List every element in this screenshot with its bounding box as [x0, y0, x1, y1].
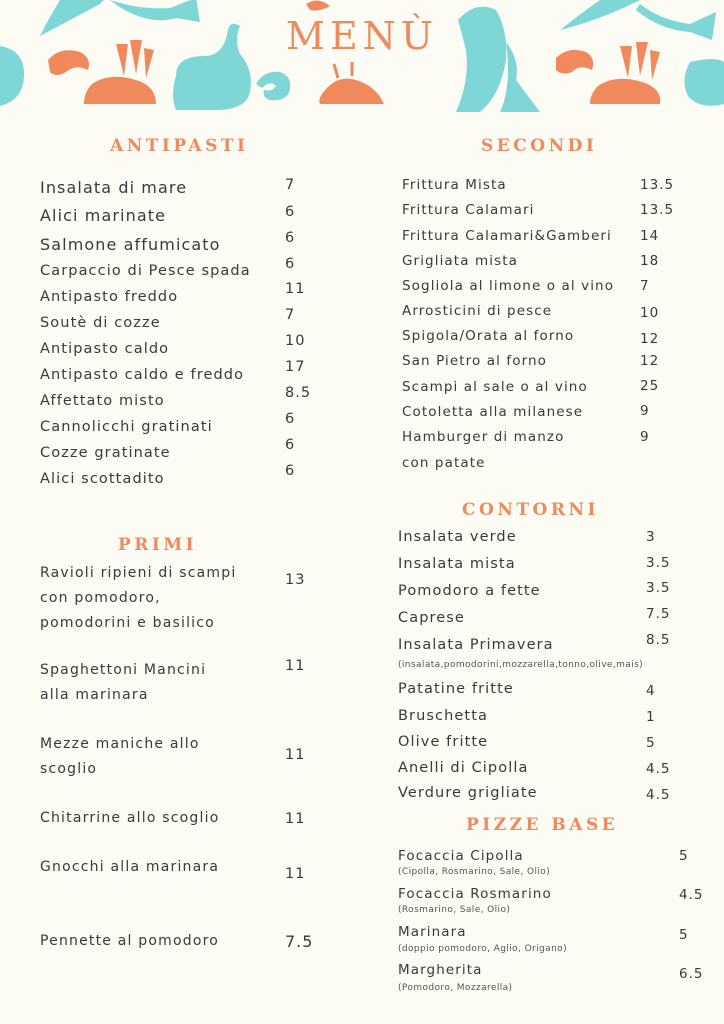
secondi-item: Grigliata mista — [402, 253, 518, 269]
contorni-item: Insalata mista — [398, 556, 516, 572]
pizza-price: 6.5 — [679, 966, 704, 982]
pizza-note: (Cipolla, Rosmarino, Sale, Olio) — [398, 867, 551, 877]
contorni-price: 8.5 — [646, 632, 671, 648]
pizza-price: 4.5 — [679, 887, 704, 903]
secondi-item: Hamburger di manzo — [402, 429, 565, 445]
antipasti-item: Soutè di cozze — [40, 315, 161, 331]
pizza-item: Margherita — [398, 962, 483, 978]
antipasti-item: Antipasto caldo — [40, 341, 170, 357]
shrimp-icon — [319, 79, 384, 104]
antipasti-item: Alici scottadito — [40, 471, 165, 487]
antipasti-item: Salmone affumicato — [40, 235, 221, 254]
secondi-price: 9 — [640, 403, 650, 419]
antipasti-price: 7 — [285, 177, 296, 193]
antipasti-price: 6 — [285, 230, 296, 246]
contorni-heading: CONTORNI — [462, 500, 599, 520]
primi-heading: PRIMI — [118, 535, 198, 555]
primi-price: 7.5 — [285, 932, 314, 951]
primi-item: Mezze maniche allo scoglio — [40, 736, 200, 777]
contorni-price: 3.5 — [646, 580, 671, 596]
contorni-price: 7.5 — [646, 606, 671, 622]
secondi-item: Frittura Calamari&Gamberi — [402, 228, 612, 244]
pizza-item: Focaccia Cipolla — [398, 848, 524, 864]
primi-item: Pennette al pomodoro — [40, 933, 219, 949]
primi-price: 11 — [285, 747, 306, 763]
contorni-item: Verdure grigliate — [398, 785, 538, 801]
menu-title: MENÙ — [286, 14, 438, 58]
contorni-price: 1 — [646, 709, 656, 725]
contorni-item: Patatine fritte — [398, 681, 514, 697]
secondi-item: Frittura Calamari — [402, 202, 535, 218]
contorni-item: Anelli di Cipolla — [398, 760, 529, 776]
secondi-item: con patate — [402, 455, 486, 471]
pizza-price: 5 — [679, 848, 689, 864]
pizza-note: (Rosmarino, Sale, Olio) — [398, 905, 511, 915]
antipasti-price: 8.5 — [285, 385, 312, 401]
contorni-item: Bruschetta — [398, 708, 488, 724]
primi-item: Chitarrine allo scoglio — [40, 810, 220, 826]
antipasti-item: Cozze gratinate — [40, 445, 171, 461]
secondi-item: Cotoletta alla milanese — [402, 404, 584, 420]
antipasti-price: 6 — [285, 463, 296, 479]
contorni-item: Olive fritte — [398, 734, 489, 750]
secondi-heading: SECONDI — [481, 136, 598, 156]
secondi-price: 10 — [640, 305, 660, 321]
antipasti-item: Insalata di mare — [40, 178, 188, 197]
contorni-price: 3.5 — [646, 555, 671, 571]
primi-price: 13 — [285, 572, 306, 588]
pizze-heading: PIZZE BASE — [466, 815, 619, 835]
secondi-item: San Pietro al forno — [402, 353, 548, 369]
contorni-item: Pomodoro a fette — [398, 583, 541, 599]
antipasti-price: 6 — [285, 411, 296, 427]
crab-icon — [590, 79, 660, 104]
antipasti-item: Affettato misto — [40, 393, 165, 409]
antipasti-heading: ANTIPASTI — [110, 136, 249, 156]
secondi-item: Frittura Mista — [402, 177, 507, 193]
antipasti-item: Cannolicchi gratinati — [40, 419, 213, 435]
primi-price: 11 — [285, 866, 306, 882]
secondi-item: Spigola/Orata al forno — [402, 328, 575, 344]
secondi-item: Arrosticini di pesce — [402, 303, 553, 319]
secondi-price: 13.5 — [640, 177, 675, 193]
secondi-price: 13.5 — [640, 202, 675, 218]
contorni-item: Caprese — [398, 610, 465, 626]
secondi-price: 14 — [640, 228, 660, 244]
shell-icon — [684, 59, 724, 106]
shrimp-icon — [306, 0, 330, 10]
primi-price: 11 — [285, 811, 306, 827]
primi-item: Ravioli ripieni di scampi con pomodoro, pomodorini e basilico — [40, 565, 237, 631]
antipasti-price: 6 — [285, 437, 296, 453]
pizza-note: (Pomodoro, Mozzarella) — [398, 983, 513, 993]
secondi-price: 25 — [640, 378, 660, 394]
crab-icon — [84, 77, 156, 104]
secondi-item: Scampi al sale o al vino — [402, 379, 588, 395]
antipasti-item: Antipasto caldo e freddo — [40, 367, 245, 383]
antipasti-item: Carpaccio di Pesce spada — [40, 263, 251, 279]
tentacle-icon — [256, 72, 290, 101]
secondi-item: Sogliola al limone o al vino — [402, 278, 615, 294]
primi-price: 11 — [285, 658, 306, 674]
secondi-price: 18 — [640, 253, 660, 269]
primi-item: Spaghettoni Mancini alla marinara — [40, 662, 207, 703]
contorni-item: Insalata verde — [398, 529, 517, 545]
antipasti-price: 11 — [285, 281, 306, 297]
contorni-price: 4.5 — [646, 787, 671, 803]
antipasti-price: 6 — [285, 204, 296, 220]
contorni-price: 4 — [646, 683, 656, 699]
antipasti-item: Alici marinate — [40, 206, 167, 225]
shrimp-icon — [334, 62, 352, 78]
secondi-price: 9 — [640, 429, 650, 445]
antipasti-price: 10 — [285, 333, 306, 349]
secondi-price: 12 — [640, 331, 660, 347]
contorni-price: 3 — [646, 529, 656, 545]
antipasti-price: 6 — [285, 256, 296, 272]
secondi-price: 12 — [640, 353, 660, 369]
antipasti-item: Antipasto freddo — [40, 289, 179, 305]
pizza-price: 5 — [679, 927, 689, 943]
primi-item: Gnocchi alla marinara — [40, 859, 220, 875]
contorni-price: 4.5 — [646, 761, 671, 777]
pizza-item: Focaccia Rosmarino — [398, 886, 552, 902]
antipasti-price: 17 — [285, 359, 306, 375]
contorni-note: (insalata,pomodorini,mozzarella,tonno,olive,mais) — [398, 660, 644, 670]
antipasti-price: 7 — [285, 307, 296, 323]
pizza-note: (doppio pomodoro, Aglio, Origano) — [398, 944, 567, 954]
pizza-item: Marinara — [398, 924, 467, 940]
contorni-item: Insalata Primavera — [398, 637, 554, 653]
secondi-price: 7 — [640, 278, 650, 294]
contorni-price: 5 — [646, 735, 656, 751]
